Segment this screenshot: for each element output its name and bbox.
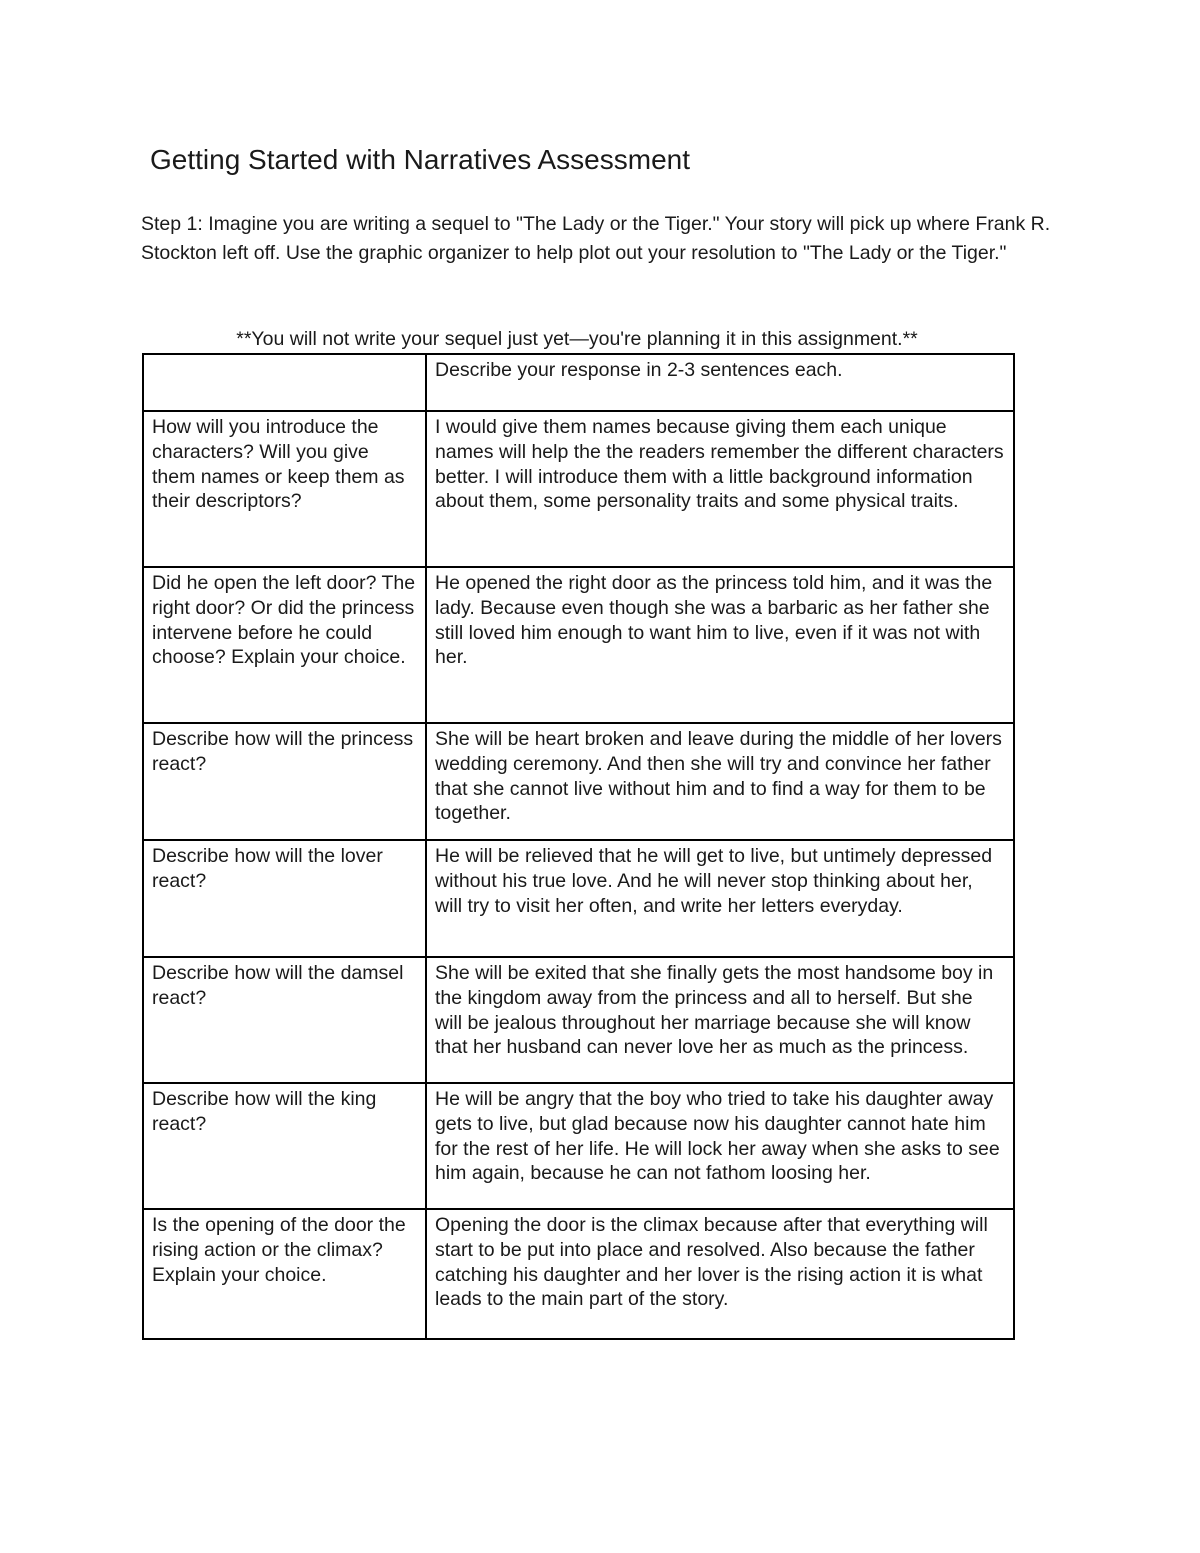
question-cell: Describe how will the king react?: [143, 1083, 426, 1209]
answer-cell: He will be relieved that he will get to live, but untimely depressed without his true love. And he will never stop thinking about her, will try to visit her often, and write her letters everyday.: [426, 840, 1014, 957]
table-row: [143, 567, 1014, 723]
table-row: [143, 723, 1014, 840]
answer-cell: She will be heart broken and leave during the middle of her lovers wedding ceremony. And then she will try and convince her father that she cannot live without him and to find a way for them to be together.: [426, 723, 1014, 840]
table-row: [143, 411, 1014, 567]
question-cell: Describe how will the princess react?: [143, 723, 426, 840]
question-cell: How will you introduce the characters? Will you give them names or keep them as their descriptors?: [143, 411, 426, 567]
table-row: [143, 957, 1014, 1083]
table-row: [143, 1083, 1014, 1209]
answer-cell: I would give them names because giving them each unique names will help the the readers remember the different characters better. I will introduce them with a little background information about them, some personality traits and some physical traits.: [426, 411, 1014, 567]
table-row: [143, 840, 1014, 957]
question-cell: Describe how will the lover react?: [143, 840, 426, 957]
document-title: Getting Started with Narratives Assessment: [150, 144, 690, 175]
answer-cell: He opened the right door as the princess told him, and it was the lady. Because even though she was a barbaric as her father she still loved him enough to want him to live, even if it was not with her.: [426, 567, 1014, 723]
graphic-organizer-table: [142, 353, 1015, 1340]
question-cell: Is the opening of the door the rising action or the climax? Explain your choice.: [143, 1209, 426, 1339]
table-header-row: [143, 354, 1014, 411]
header-instruction-cell: Describe your response in 2-3 sentences each.: [426, 354, 1014, 411]
answer-cell: Opening the door is the climax because after that everything will start to be put into place and resolved. Also because the father catching his daughter and her lover is the rising action it is what leads to the main part of the story.: [426, 1209, 1014, 1339]
header-empty-cell: [143, 354, 426, 411]
table-row: [143, 1209, 1014, 1339]
step-instructions: Step 1: Imagine you are writing a sequel to "The Lady or the Tiger." Your story will pick up where Frank R. Stockton left off. Use the graphic organizer to help plot out your resolution to "The Lady or the Tiger.": [141, 213, 1051, 264]
question-cell: Did he open the left door? The right door? Or did the princess intervene before he could choose? Explain your choice.: [143, 567, 426, 723]
planning-note: **You will not write your sequel just yet—you're planning it in this assignment.**: [236, 328, 918, 350]
answer-cell: He will be angry that the boy who tried to take his daughter away gets to live, but glad because now his daughter cannot hate him for the rest of her life. He will lock her away when she asks to see him again, because he can not fathom loosing her.: [426, 1083, 1014, 1209]
question-cell: Describe how will the damsel react?: [143, 957, 426, 1083]
answer-cell: She will be exited that she finally gets the most handsome boy in the kingdom away from the princess and all to herself. But she will be jealous throughout her marriage because she will know that her husband can never love her as much as the princess.: [426, 957, 1014, 1083]
